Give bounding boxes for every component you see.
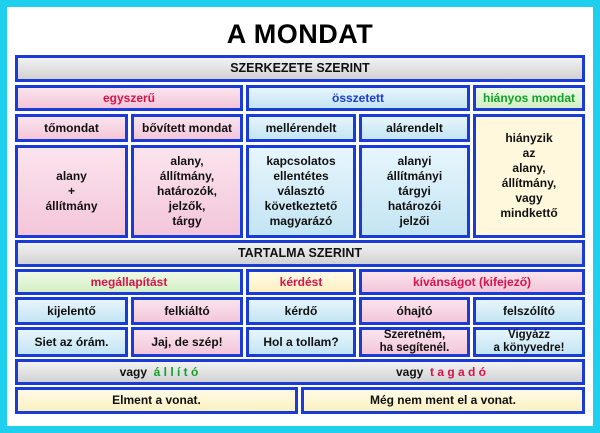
- example-line: mindkettő: [500, 206, 558, 220]
- example-line: hiányzik: [505, 131, 553, 145]
- example-line: állítmány: [45, 199, 98, 213]
- example-optative: Szeretném, ha segítenél.: [359, 327, 470, 357]
- poster: [7, 7, 593, 426]
- category-question: kérdést: [246, 269, 356, 295]
- example-line: alany,: [170, 154, 204, 168]
- category-wish: kívánságot (kifejező): [359, 269, 585, 295]
- affirmative-label: [18, 365, 300, 380]
- negative-word: t a g a d ó: [430, 364, 487, 379]
- example-coordinate: [246, 145, 356, 238]
- example-declarative: Siet az órám.: [15, 327, 128, 357]
- example-line: tárgy: [172, 214, 202, 228]
- example-exclamatory: Jaj, de szép!: [131, 327, 243, 357]
- example-line: az: [522, 146, 536, 160]
- type-optative: óhajtó: [359, 297, 470, 325]
- type-extended: bővített mondat: [131, 114, 243, 142]
- structure-header: SZERKEZETE SZERINT: [15, 55, 585, 82]
- example-line: vagy: [515, 191, 543, 205]
- type-declarative: kijelentő: [15, 297, 128, 325]
- type-subordinate: alárendelt: [359, 114, 470, 142]
- polarity-row: [15, 359, 585, 385]
- example-line: jelzők,: [168, 199, 206, 213]
- example-line: tárgyi: [398, 184, 431, 198]
- example-line: alany,: [512, 161, 546, 175]
- affirmative-example: Elment a vonat.: [15, 387, 298, 414]
- example-extended: [131, 145, 243, 238]
- page-title: A MONDAT: [226, 19, 374, 49]
- example-incomplete: [473, 114, 585, 238]
- negative-example: Még nem ment el a vonat.: [301, 387, 585, 414]
- example-line: ellentétes: [273, 169, 329, 183]
- category-incomplete: hiányos mondat: [473, 85, 585, 111]
- example-subordinate: [359, 145, 470, 238]
- type-exclamatory: felkiáltó: [131, 297, 243, 325]
- category-simple: egyszerű: [15, 85, 243, 111]
- type-interrogative: kérdő: [246, 297, 356, 325]
- type-coordinate: mellérendelt: [246, 114, 356, 142]
- example-bare: [15, 145, 128, 238]
- example-imperative: Vigyázz a könyvedre!: [473, 327, 585, 357]
- type-bare: tőmondat: [15, 114, 128, 142]
- category-compound: összetett: [246, 85, 470, 111]
- vagy-word: vagy: [395, 364, 424, 379]
- example-line: kapcsolatos: [266, 154, 336, 168]
- negative-label: [300, 365, 582, 380]
- example-interrogative: Hol a tollam?: [246, 327, 356, 357]
- affirmative-word: á l l í t ó: [153, 364, 199, 379]
- example-line: határozók,: [156, 184, 217, 198]
- vagy-word: vagy: [119, 364, 147, 379]
- example-line: állítmány,: [501, 176, 557, 190]
- example-line: jelzői: [399, 214, 430, 228]
- example-line: alanyi: [397, 154, 432, 168]
- example-line: magyarázó: [269, 214, 333, 228]
- example-line: alany: [56, 169, 87, 183]
- example-line: +: [67, 184, 75, 198]
- example-line: állítmányi: [386, 169, 443, 183]
- type-imperative: felszólító: [473, 297, 585, 325]
- example-line: választó: [277, 184, 325, 198]
- content-header: TARTALMA SZERINT: [15, 240, 585, 267]
- example-line: állítmány,: [159, 169, 215, 183]
- example-line: határozói: [387, 199, 442, 213]
- category-statement: megállapítást: [15, 269, 243, 295]
- example-line: következtető: [264, 199, 338, 213]
